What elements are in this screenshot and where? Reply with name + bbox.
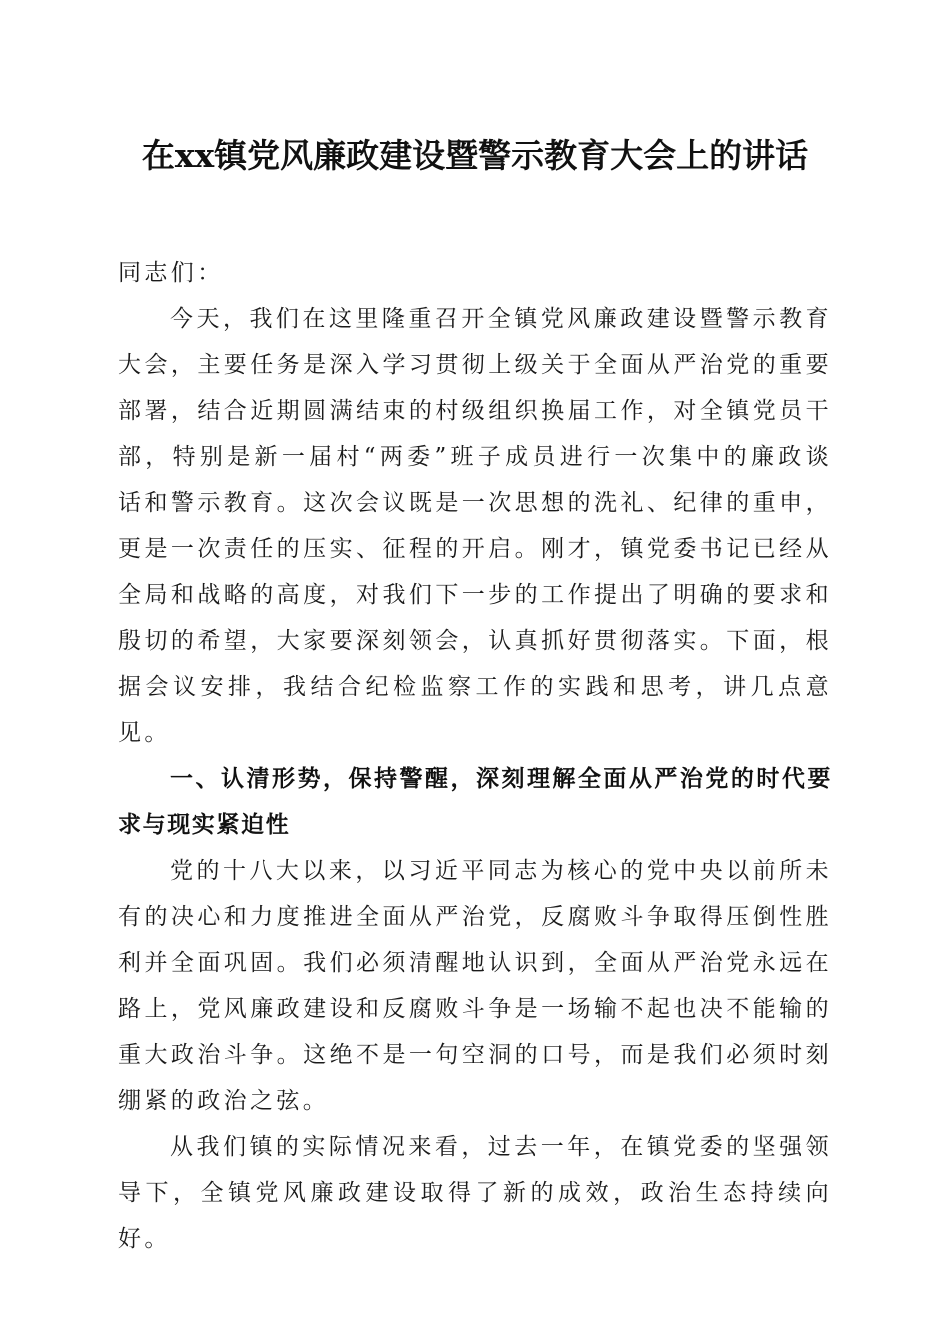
section-heading-1: 一、认清形势，保持警醒，深刻理解全面从严治党的时代要求与现实紧迫性 <box>118 766 832 838</box>
paragraph-section-2: 从我们镇的实际情况来看，过去一年，在镇党委的坚强领导下，全镇党风廉政建设取得了新的成效，政治生态持续向好。 <box>118 1134 832 1252</box>
paragraph-section-1: 党的十八大以来，以习近平同志为核心的党中央以前所未有的决心和力度推进全面从严治党，反腐败斗争取得压倒性胜利并全面巩固。我们必须清醒地认识到，全面从严治党永远在路上，党风廉政建设和反腐败斗争是一场输不起也决不能输的重大政治斗争。这绝不是一句空洞的口号，而是我们必须时刻绷紧的政治之弦。 <box>118 858 832 1114</box>
paragraph-intro: 今天，我们在这里隆重召开全镇党风廉政建设暨警示教育大会，主要任务是深入学习贯彻上级关于全面从严治党的重要部署，结合近期圆满结束的村级组织换届工作，对全镇党员干部，特别是新一届村“两委”班子成员进行一次集中的廉政谈话和警示教育。这次会议既是一次思想的洗礼、纪律的重申，更是一次责任的压实、征程的开启。刚才，镇党委书记已经从全局和战略的高度，对我们下一步的工作提出了明确的要求和殷切的希望，大家要深刻领会，认真抓好贯彻落实。下面，根据会议安排，我结合纪检监察工作的实践和思考，讲几点意见。 <box>118 306 832 746</box>
document-title: 在xx镇党风廉政建设暨警示教育大会上的讲话 <box>141 136 809 175</box>
salutation: 同志们： <box>118 260 224 286</box>
document-body <box>118 250 832 1262</box>
